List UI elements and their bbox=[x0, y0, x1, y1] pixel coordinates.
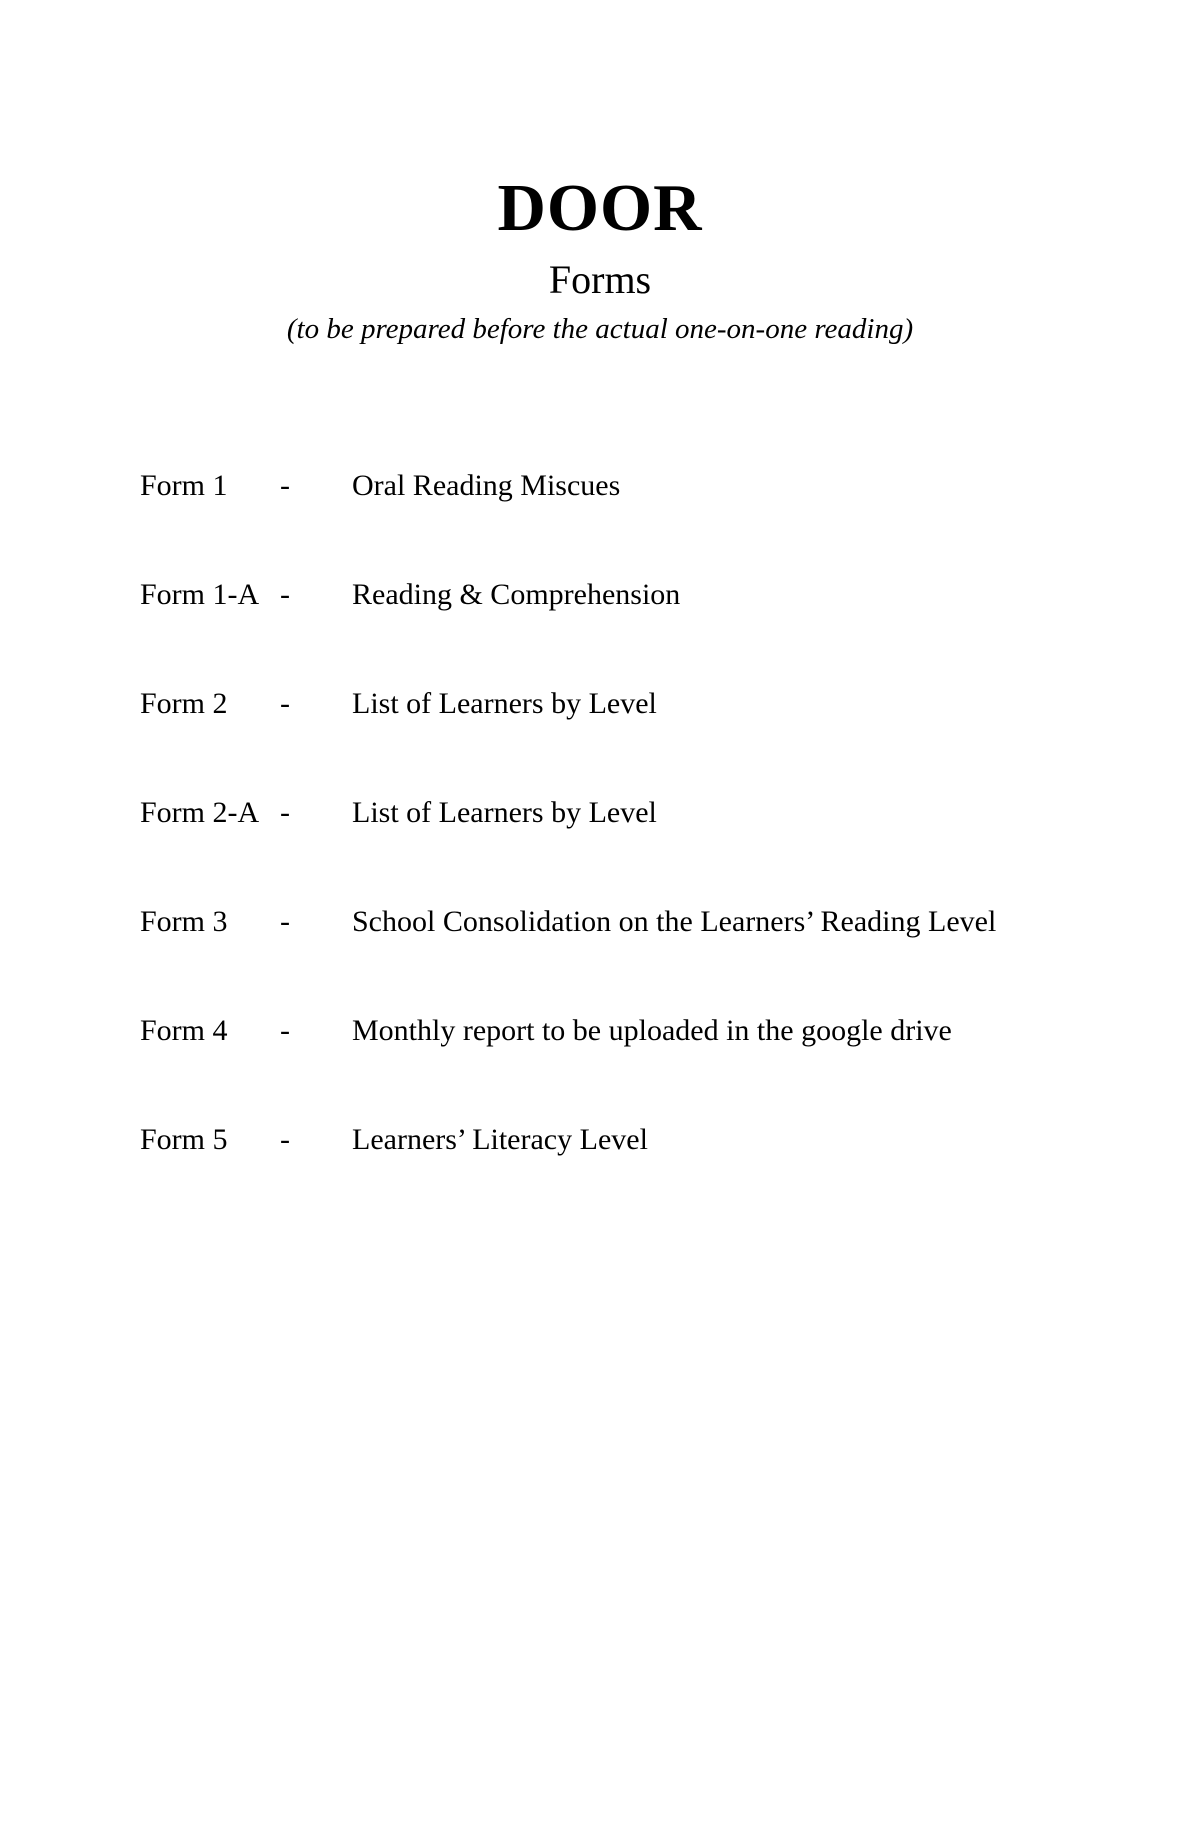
form-code: Form 1 bbox=[140, 469, 228, 502]
form-code: Form 5 bbox=[140, 1123, 228, 1156]
form-list-item bbox=[140, 468, 1100, 577]
form-code: Form 2-A bbox=[140, 796, 260, 829]
form-title: Monthly report to be uploaded in the google drive bbox=[352, 1014, 952, 1047]
form-title: School Consolidation on the Learners’ Reading Level bbox=[352, 905, 997, 938]
form-separator: - bbox=[280, 469, 290, 502]
form-separator: - bbox=[280, 687, 290, 720]
document-note: (to be prepared before the actual one-on-one reading) bbox=[286, 313, 914, 345]
form-list-item bbox=[140, 795, 1100, 904]
form-list-item bbox=[140, 686, 1100, 795]
form-title: List of Learners by Level bbox=[352, 687, 657, 720]
form-title: List of Learners by Level bbox=[352, 796, 657, 829]
form-separator: - bbox=[280, 1014, 290, 1047]
document-title: DOOR bbox=[497, 171, 703, 245]
form-title: Learners’ Literacy Level bbox=[352, 1123, 648, 1156]
document-subtitle: Forms bbox=[548, 257, 652, 302]
form-list bbox=[140, 468, 1100, 1231]
form-list-item bbox=[140, 1013, 1100, 1122]
form-code: Form 1-A bbox=[140, 578, 260, 611]
form-code: Form 2 bbox=[140, 687, 228, 720]
form-separator: - bbox=[280, 1123, 290, 1156]
form-code: Form 4 bbox=[140, 1014, 228, 1047]
form-title: Reading & Comprehension bbox=[352, 578, 681, 611]
form-code: Form 3 bbox=[140, 905, 228, 938]
form-list-item bbox=[140, 577, 1100, 686]
form-separator: - bbox=[280, 905, 290, 938]
form-list-item bbox=[140, 904, 1100, 1013]
form-title: Oral Reading Miscues bbox=[352, 469, 621, 502]
form-separator: - bbox=[280, 796, 290, 829]
form-separator: - bbox=[280, 578, 290, 611]
form-list-item bbox=[140, 1122, 1100, 1231]
